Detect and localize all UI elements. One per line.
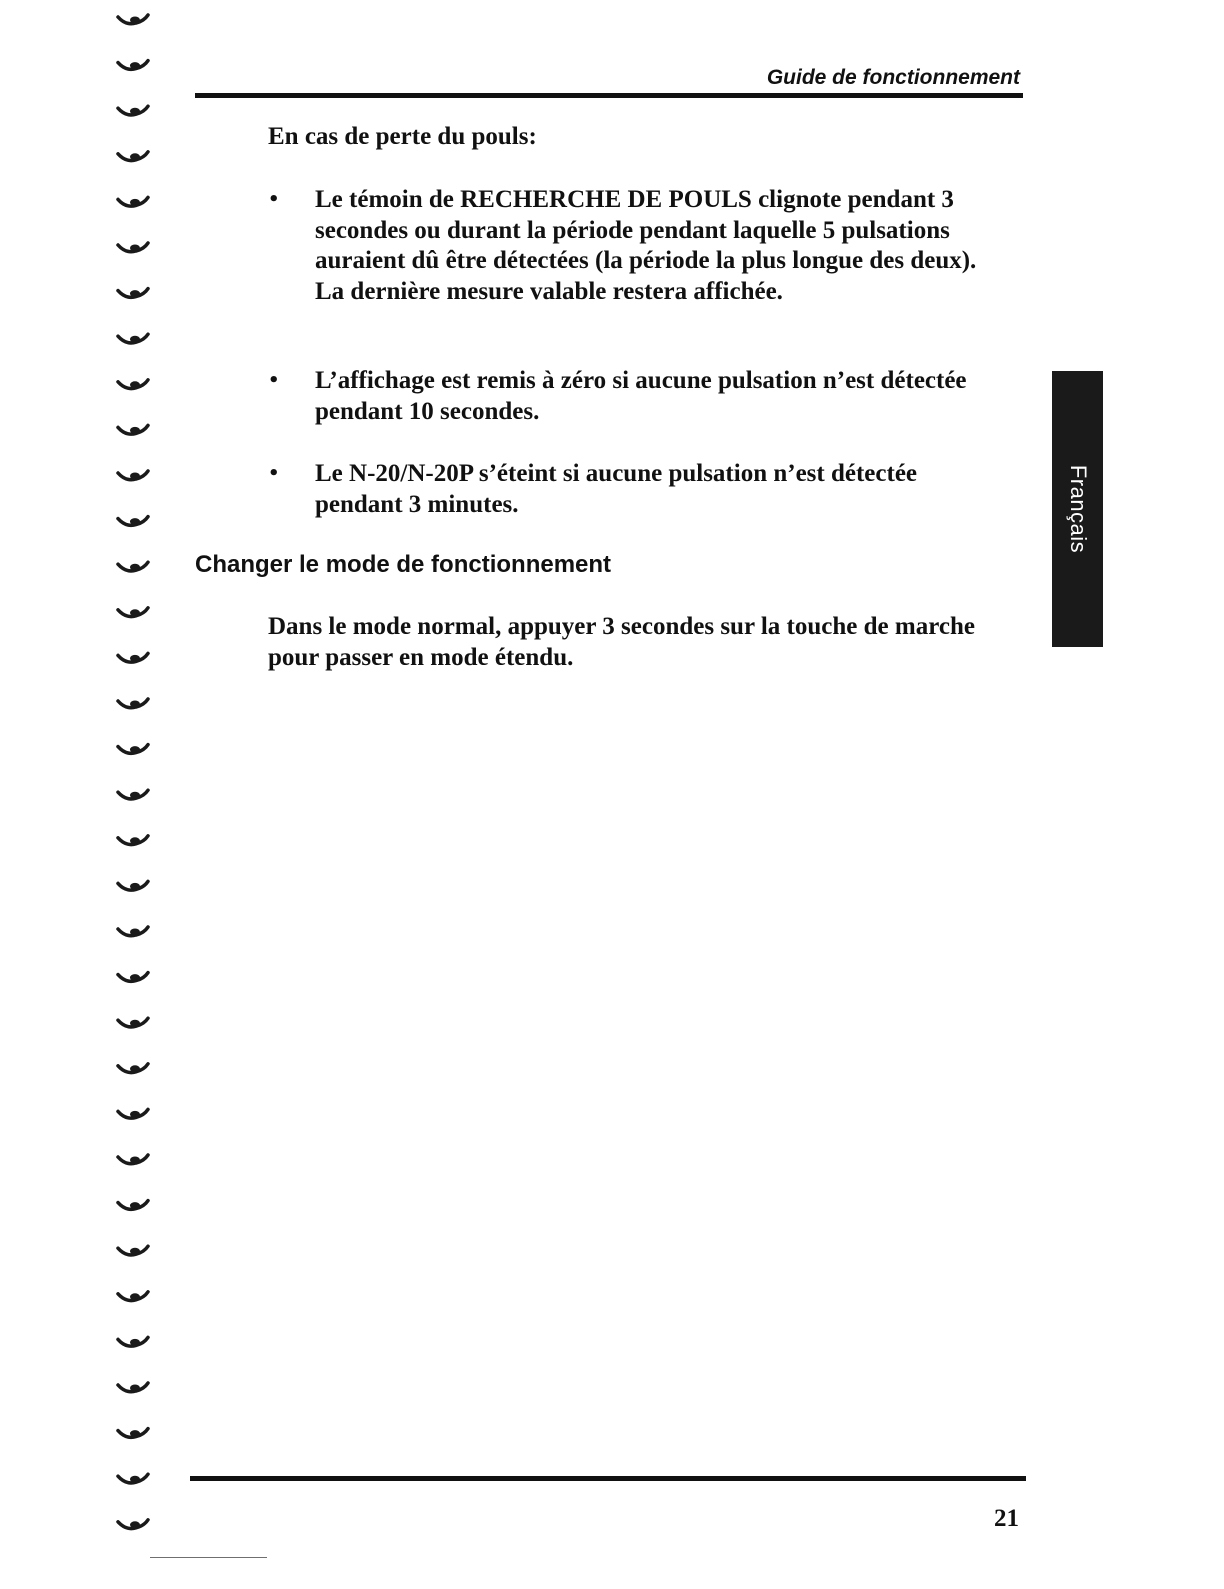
binding-ring xyxy=(118,653,148,662)
binding-ring xyxy=(118,1064,148,1073)
binding-ring xyxy=(118,745,148,754)
bullet-text: Le N-20/N-20P s’éteint si aucune pulsation n’est détectée pendant 3 minutes. xyxy=(315,460,918,518)
header-rule xyxy=(195,93,1023,98)
binding-ring xyxy=(118,1520,148,1529)
binding-ring xyxy=(118,1429,148,1438)
binding-ring xyxy=(118,1292,148,1301)
binding-ring xyxy=(118,1383,148,1392)
binding-ring xyxy=(118,15,148,24)
language-tab-label: Français xyxy=(1065,464,1091,554)
intro-paragraph: En cas de perte du pouls: xyxy=(268,123,537,150)
binding-ring xyxy=(118,1246,148,1255)
binding-ring xyxy=(118,380,148,389)
binding-ring xyxy=(118,927,148,936)
binding-ring xyxy=(118,973,148,982)
binding-ring xyxy=(118,1155,148,1164)
binding-rings xyxy=(112,0,152,1584)
binding-ring xyxy=(118,608,148,617)
binding-ring xyxy=(118,1109,148,1118)
binding-ring xyxy=(118,289,148,298)
language-tab xyxy=(1052,371,1103,647)
binding-ring xyxy=(118,699,148,708)
bullet-marker: • xyxy=(268,370,280,391)
binding-ring xyxy=(118,334,148,343)
binding-ring xyxy=(118,562,148,571)
binding-ring xyxy=(118,106,148,115)
binding-ring xyxy=(118,1018,148,1027)
binding-ring xyxy=(118,243,148,252)
binding-ring xyxy=(118,790,148,799)
binding-ring xyxy=(118,1474,148,1483)
page-number: 21 xyxy=(994,1505,1019,1532)
bullet-text: Le témoin de RECHERCHE DE POULS clignote pendant 3 secondes ou durant la période pendant laquelle 5 pulsations auraient dû être détectées (la période la plus longue des deux). La dernière mesure valable restera affichée. xyxy=(315,186,977,305)
spiral-binding xyxy=(112,0,152,1584)
binding-ring xyxy=(118,836,148,845)
binding-ring xyxy=(118,425,148,434)
section-heading: Changer le mode de fonctionnement xyxy=(195,551,612,578)
binding-ring xyxy=(118,881,148,890)
binding-ring xyxy=(118,1201,148,1210)
section-paragraph: Dans le mode normal, appuyer 3 secondes sur la touche de marche pour passer en mode étendu. xyxy=(268,613,975,671)
binding-ring xyxy=(118,1337,148,1346)
binding-ring xyxy=(118,152,148,161)
binding-ring xyxy=(118,471,148,480)
binding-ring xyxy=(118,61,148,70)
scan-edge-mark xyxy=(150,1557,267,1558)
binding-ring xyxy=(118,517,148,526)
footer-rule xyxy=(190,1476,1026,1481)
bullet-marker: • xyxy=(268,189,280,210)
bullet-marker: • xyxy=(268,463,280,484)
binding-ring xyxy=(118,197,148,206)
bullet-text: L’affichage est remis à zéro si aucune pulsation n’est détectée pendant 10 secondes. xyxy=(315,367,967,425)
running-header-title: Guide de fonctionnement xyxy=(766,66,1020,89)
